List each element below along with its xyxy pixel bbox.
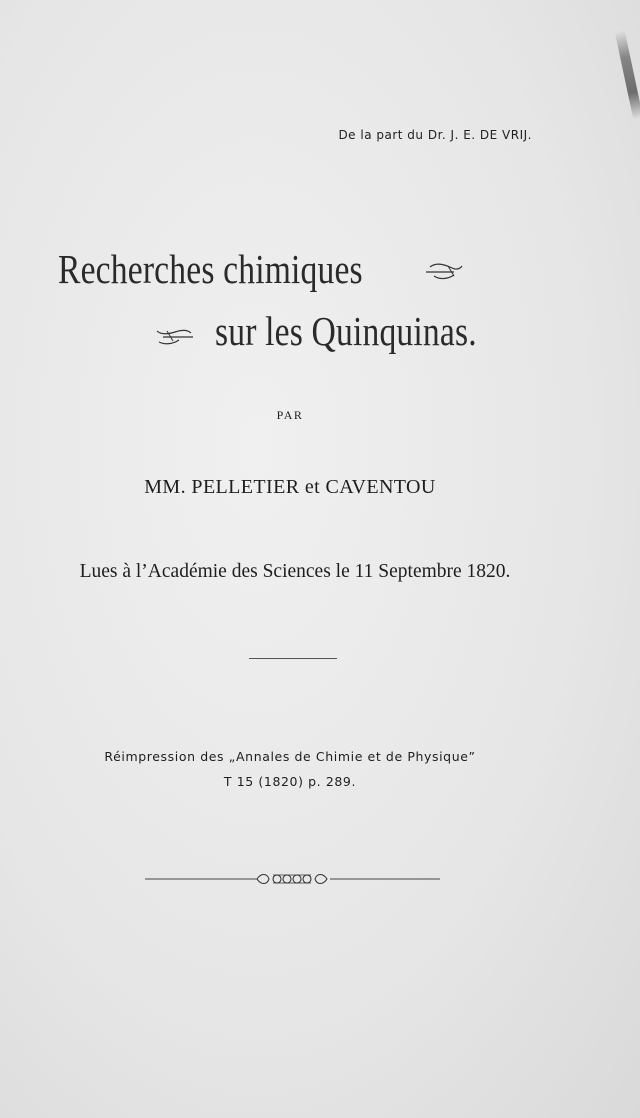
reading-note: Lues à l’Académie des Sciences le 11 Septembre 1820. <box>79 561 511 582</box>
title-line-1: Recherches chimiques <box>58 246 363 292</box>
page-corner-crease <box>615 30 640 120</box>
reprint-citation: T 15 (1820) p. 289. <box>223 774 357 789</box>
pen-flourish-icon <box>424 260 464 282</box>
donor-attribution: De la part du Dr. J. E. DE VRIJ. <box>338 128 532 142</box>
by-label: PAR <box>276 408 304 422</box>
authors: MM. PELLETIER et CAVENTOU <box>144 476 436 498</box>
reprint-source: Réimpression des „Annales de Chimie et de Physique” <box>104 749 476 764</box>
ornamental-rule-icon <box>145 870 440 888</box>
pen-flourish-icon <box>155 325 195 347</box>
divider-rule <box>249 658 337 659</box>
title-line-2: sur les Quinquinas. <box>215 308 477 354</box>
